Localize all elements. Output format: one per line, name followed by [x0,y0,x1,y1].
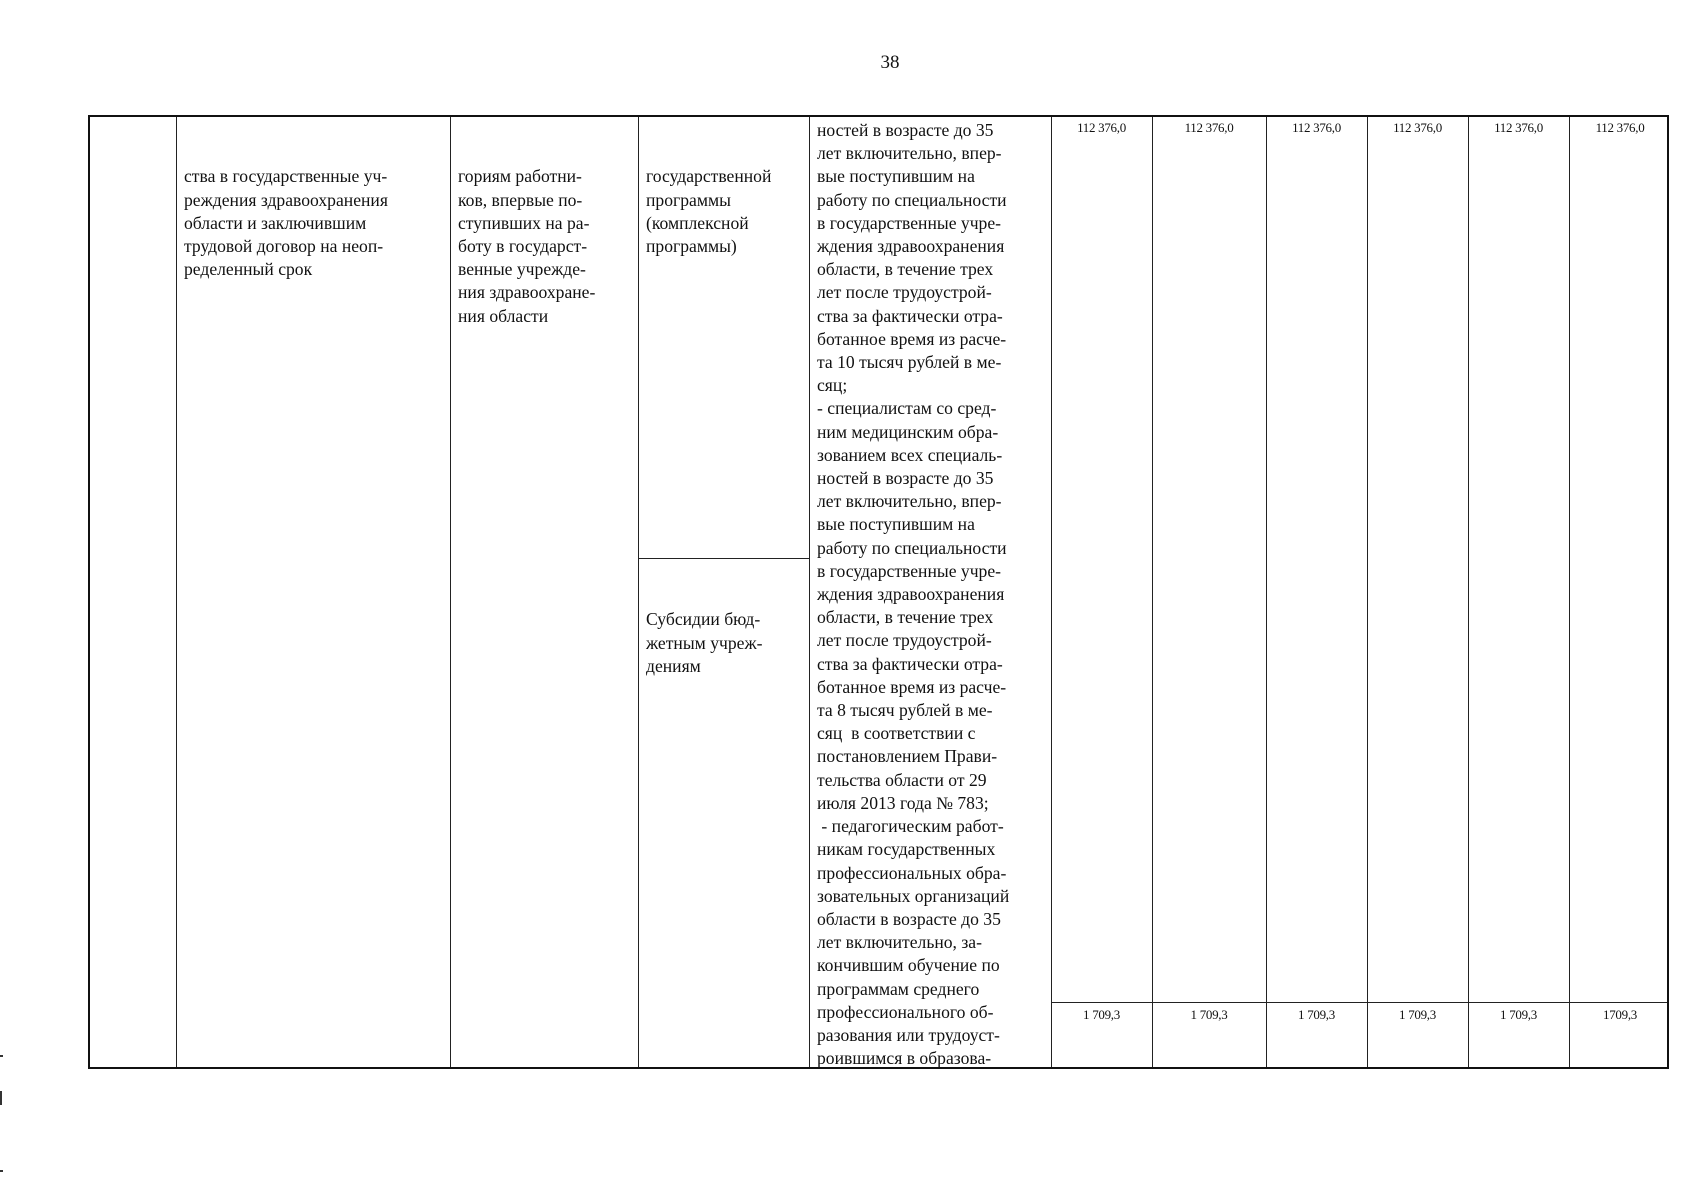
col5-line: ботанное время из расче- [817,328,1007,349]
col5-line: лет после трудоустрой- [817,630,992,651]
column-divider [1468,117,1469,1067]
row-divider-source [638,558,809,559]
col5-line: - специалистам со сред- [817,398,997,419]
value-cell: 1 709,3 [1083,1007,1120,1022]
col5-line: ностей в возрасте до 35 [817,468,994,489]
value-cell: 112 376,0 [1292,120,1341,135]
value-cell: 112 376,0 [1077,120,1126,135]
budget-table [88,115,1669,1069]
col5-line: лет включительно, впер- [817,143,1002,164]
col5-line: разования или трудоуст- [817,1024,1000,1045]
col5-line: области, в течение трех [817,607,994,628]
col5-line: зованием всех специаль- [817,444,1003,465]
value-cell: 1 709,3 [1190,1007,1228,1022]
value-cell: 1 709,3 [1399,1007,1436,1022]
column-divider [638,117,639,1067]
col5-line: вые поступившим на [817,166,975,187]
col5-line: июля 2013 года № 783; [817,792,989,813]
page-number: 38 [880,52,900,73]
col5-line: работу по специальности [817,537,1007,558]
col5-line: та 10 тысяч рублей в ме- [817,352,1002,373]
col5-line: лет включительно, за- [817,932,982,953]
column-divider [1051,117,1052,1067]
col5-line: профессионального об- [817,1001,994,1022]
value-cell: 112 376,0 [1184,120,1234,135]
col5-line: ждения здравоохранения [817,584,1005,605]
col5-line: ботанное время из расче- [817,676,1007,697]
col5-line: в государственные учре- [817,560,1002,581]
scan-mark [0,1091,2,1105]
row-divider-values [1051,1002,1667,1003]
col5-line: области, в течение трех [817,259,994,280]
scan-mark [0,1170,3,1172]
col5-line: кончившим обучение по [817,955,1000,976]
col5-line: никам государственных [817,839,996,860]
col5-line: - педагогическим работ- [817,816,1004,837]
col5-line: лет включительно, впер- [817,491,1002,512]
col5-line: постановлением Прави- [817,746,998,767]
value-cell: 112 376,0 [1595,120,1645,135]
col5-line: программам среднего [817,978,980,999]
col5-line: профессиональных обра- [817,862,1007,883]
col4-bottom-text: Субсидии бюд- жетным учреж- дениям [646,609,763,676]
value-cell: 1709,3 [1603,1007,1637,1022]
col3-text: гориям работни- ков, впервые по- ступивших на ра- боту в государст- венные учрежде- ния здравоохране- ния области [458,166,596,326]
value-cell: 1 709,3 [1298,1007,1335,1022]
col5-line: сяц в соответствии с [817,723,976,744]
col5-line: зовательных организаций [817,885,1010,906]
column-divider [1569,117,1570,1067]
col5-line: та 8 тысяч рублей в ме- [817,700,993,721]
column-divider [1266,117,1267,1067]
scan-mark [0,1055,3,1057]
col5-line: работу по специальности [817,189,1007,210]
col5-line: сяц; [817,375,848,396]
column-divider [1367,117,1368,1067]
col5-line: области в возрасте до 35 [817,908,1001,929]
column-divider [450,117,451,1067]
col5-line: лет после трудоустрой- [817,282,992,303]
value-cell: 112 376,0 [1393,120,1442,135]
col5-line: тельства области от 29 [817,769,987,790]
col5-line: ним медицинским обра- [817,421,999,442]
column-divider [1152,117,1153,1067]
col5-line: роившимся в образова- [817,1048,992,1069]
col5-line: вые поступившим на [817,514,975,535]
col5-line: в государственные учре- [817,212,1002,233]
value-cell: 112 376,0 [1494,120,1543,135]
col4-top-text: государственной программы (комплексной программы) [646,166,772,257]
col5-text [817,119,1009,1070]
col5-line: ства за фактически отра- [817,653,1003,674]
col5-line: ждения здравоохранения [817,236,1005,257]
value-cell: 1 709,3 [1500,1007,1537,1022]
col2-text: ства в государственные уч- реждения здравоохранения области и заключившим трудовой договор на неоп- ределенный срок [184,166,388,280]
column-divider [809,117,810,1067]
column-divider [176,117,177,1067]
col5-line: ностей в возрасте до 35 [817,120,994,140]
col5-line: ства за фактически отра- [817,305,1003,326]
